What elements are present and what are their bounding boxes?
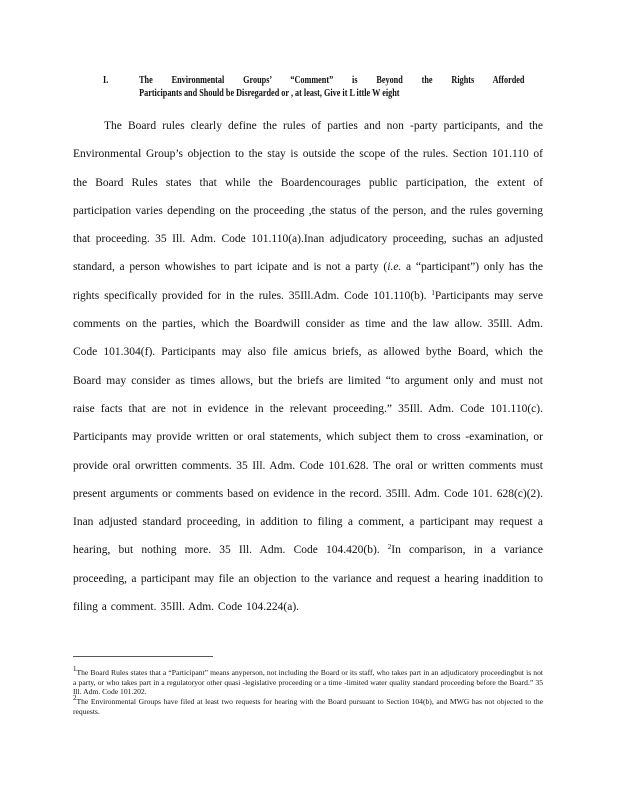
footnote-1-mark: 1: [73, 665, 77, 673]
paragraph-text-2: a “participant”) only has the rights specifically provided for in the rules. 35Ill.Adm. Code 101.110(b).: [73, 261, 544, 302]
footnote-2: [73, 694, 543, 716]
footnote-1: [73, 665, 543, 697]
section-title-line-2: Participants and Should be Disregarded or , at least, Give it L ittle W eight: [139, 88, 400, 99]
footnote-2-mark: 2: [73, 694, 77, 703]
paragraph-italic-ie: i.e.: [387, 261, 402, 274]
body-paragraph: [73, 112, 543, 621]
paragraph-text-4: In comparison, in a variance proceeding, a participant may file an objection to the variance and request a hearing inaddition to filing a comment. 35Ill. Adm. Code 104.224(a).: [73, 544, 543, 614]
body-text: [73, 112, 543, 621]
section-heading: [103, 74, 525, 100]
footnote-separator: [73, 656, 213, 657]
paragraph-text-3: Participants may serve comments on the parties, which the Boardwill consider as time and the law allow. 35Ill. Adm. Code 101.304(f). Participants may also file amicus briefs, as allowed bythe Board, which the Board may consider as times allows, but the briefs are limited “to argument only and must not raise facts that are not in evidence in the relevant proceeding.” 35Ill. Adm. Code 101.110(c). Participants may provide written or oral statements, which subject them to cross -examination, or provide oral orwritten comments. 35 Ill. Adm. Code 101.628. The oral or written comments must present arguments or comments based on evidence in the record. 35Ill. Adm. Code 101. 628(c)(2). Inan adjusted standard proceeding, in addition to filing a comment, a participant may request a hearing, but nothing more. 35 Ill. Adm. Code 104.420(b).: [73, 289, 544, 557]
footnote-2-text: The Environmental Groups have filed at least two requests for hearing with the Board pursuant to Section 104(b), and MWG has not objected to the requests.: [73, 697, 543, 716]
footnote-ref-1[interactable]: 1: [431, 288, 435, 297]
paragraph-text-1: The Board rules clearly define the rules of parties and non -party participants, and the Environmental Group’s objection to the stay is outside the scope of the rules. Section 101.110 of the Board Rules states that while the Boardencourages public participation, the extent of participation varies depending on the proceeding ,the status of the person, and the rules governing that proceeding. 35 Ill. Adm. Code 101.110(a).Inan adjudicatory proceeding, suchas an adjusted standard, a person whowishes to part icipate and is not a party (: [73, 120, 543, 274]
footnotes: [73, 665, 543, 717]
footnote-1-text: The Board Rules states that a “Participant” means anyperson, not including the Board or its staff, who takes part in an adjudicatory proceedingbut is not a party, or who takes part in a regulatoryor other quasi -legislative proceeding or a time -limited water quality standard proceeding before the Board.” 35 Ill. Adm. Code 101.202.: [73, 668, 543, 697]
section-title-line-1: The Environmental Groups’ “Comment” is Beyond the Rights Afforded: [139, 75, 525, 86]
section-number: I.: [103, 75, 109, 86]
footnote-ref-2[interactable]: 2: [387, 543, 392, 552]
section-title: [139, 74, 524, 100]
